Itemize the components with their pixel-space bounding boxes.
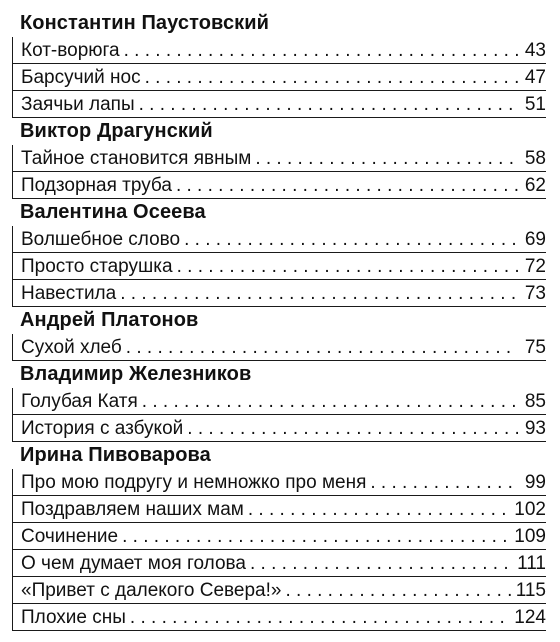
entry-title: Навестила — [21, 283, 117, 304]
dot-leader — [187, 415, 518, 442]
dot-leader — [176, 172, 518, 199]
dot-leader — [370, 469, 518, 496]
dot-leader — [120, 280, 518, 307]
dot-leader — [126, 334, 518, 361]
dot-leader — [142, 388, 518, 415]
toc-section — [12, 10, 546, 118]
toc-entry[interactable] — [12, 523, 546, 550]
dot-leader — [177, 253, 518, 280]
dot-leader — [139, 91, 518, 118]
page-number: 124 — [514, 607, 546, 628]
page-number: 58 — [524, 148, 546, 169]
entry-title: Волшебное слово — [21, 229, 181, 250]
page-number: 85 — [524, 391, 546, 412]
toc-section — [12, 307, 546, 361]
page-number: 69 — [524, 229, 546, 250]
dot-leader — [184, 226, 518, 253]
entry-title: Голубая Катя — [21, 391, 138, 412]
entry-title: Кот-ворюга — [21, 40, 120, 61]
entry-title: Поздравляем наших мам — [21, 499, 244, 520]
entry-title: Подзорная труба — [21, 175, 172, 196]
page-number: 43 — [524, 40, 546, 61]
toc-entry[interactable] — [12, 253, 546, 280]
entry-title: Заячьи лапы — [21, 94, 135, 115]
entry-title: Барсучий нос — [21, 67, 141, 88]
dot-leader — [248, 496, 510, 523]
toc-section — [12, 199, 546, 307]
entry-title: Плохие сны — [21, 607, 126, 628]
toc-entry[interactable] — [12, 604, 546, 631]
toc-entry[interactable] — [12, 37, 546, 64]
toc-entry[interactable] — [12, 577, 546, 604]
page-number: 75 — [524, 337, 546, 358]
entry-title: Про мою подругу и немножко про меня — [21, 472, 367, 493]
toc-section — [12, 442, 546, 631]
entry-title: Тайное становится явным — [21, 148, 252, 169]
page-number: 109 — [514, 526, 546, 547]
page-number: 99 — [524, 472, 546, 493]
author-name: Ирина Пивоварова — [20, 444, 211, 466]
page-number: 47 — [524, 67, 546, 88]
toc-entry[interactable] — [12, 415, 546, 442]
toc-entry[interactable] — [12, 172, 546, 199]
toc-entry[interactable] — [12, 334, 546, 361]
dot-leader — [130, 604, 510, 631]
page-number: 72 — [524, 256, 546, 277]
toc-entry[interactable] — [12, 226, 546, 253]
toc-entry[interactable] — [12, 469, 546, 496]
dot-leader — [285, 577, 511, 604]
page-number: 93 — [524, 418, 546, 439]
toc-entry[interactable] — [12, 64, 546, 91]
page-number: 102 — [514, 499, 546, 520]
dot-leader — [145, 64, 518, 91]
page-number: 73 — [524, 283, 546, 304]
dot-leader — [124, 37, 518, 64]
page-number: 62 — [524, 175, 546, 196]
page-number: 51 — [524, 94, 546, 115]
author-name: Валентина Осеева — [20, 201, 206, 223]
author-name: Виктор Драгунский — [20, 120, 213, 142]
page-number: 111 — [517, 553, 546, 574]
toc-section — [12, 361, 546, 442]
entry-title: О чем думает моя голова — [21, 553, 246, 574]
entry-title: Сухой хлеб — [21, 337, 122, 358]
toc-entry[interactable] — [12, 145, 546, 172]
author-name: Константин Паустовский — [20, 12, 270, 34]
entry-title: История с азбукой — [21, 418, 184, 439]
page-number: 115 — [515, 580, 546, 601]
toc-section — [12, 118, 546, 199]
author-name: Андрей Платонов — [20, 309, 199, 331]
author-name: Владимир Железников — [20, 363, 252, 385]
toc-entry[interactable] — [12, 280, 546, 307]
toc-entry[interactable] — [12, 91, 546, 118]
entry-title: «Привет с далекого Севера!» — [21, 580, 282, 601]
entry-title: Сочинение — [21, 526, 119, 547]
toc-entry[interactable] — [12, 550, 546, 577]
entry-title: Просто старушка — [21, 256, 173, 277]
toc-entry[interactable] — [12, 388, 546, 415]
dot-leader — [250, 550, 513, 577]
dot-leader — [255, 145, 518, 172]
toc-entry[interactable] — [12, 496, 546, 523]
dot-leader — [122, 523, 510, 550]
